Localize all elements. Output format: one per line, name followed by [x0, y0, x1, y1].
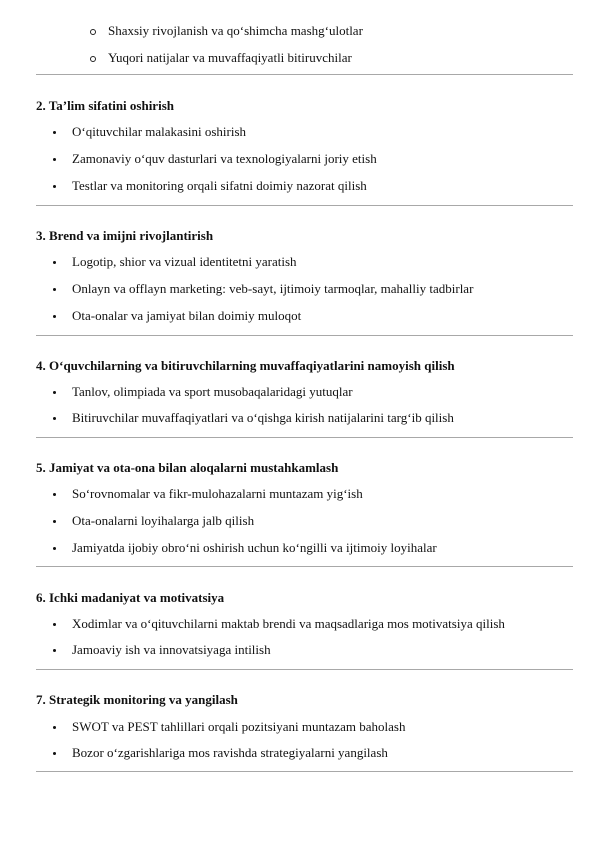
section-heading: 2. Ta’lim sifatini oshirish: [36, 98, 174, 113]
bullet-icon: [53, 261, 56, 264]
bullet-icon: [53, 623, 56, 626]
section-divider: [36, 74, 573, 75]
list-item-text: Testlar va monitoring orqali sifatni doimiy nazorat qilish: [72, 178, 367, 193]
bullet-icon: [53, 315, 56, 318]
bullet-icon: [53, 752, 56, 755]
section-divider: [36, 335, 573, 336]
section-divider: [36, 566, 573, 567]
list-item-text: So‘rovnomalar va fikr-mulohazalarni muntazam yig‘ish: [72, 486, 363, 501]
bullet-icon: [53, 417, 56, 420]
sub-list-item-text: Shaxsiy rivojlanish va qo‘shimcha mashg‘ulotlar: [108, 23, 363, 38]
bullet-icon: [53, 520, 56, 523]
section-heading: 5. Jamiyat va ota-ona bilan aloqalarni mustahkamlash: [36, 460, 339, 475]
list-item-text: Zamonaviy o‘quv dasturlari va texnologiyalarni joriy etish: [72, 151, 377, 166]
list-item-text: O‘qituvchilar malakasini oshirish: [72, 124, 247, 139]
list-item-text: Bozor o‘zgarishlariga mos ravishda strategiyalarni yangilash: [72, 745, 388, 760]
list-item-text: Jamoaviy ish va innovatsiyaga intilish: [72, 642, 271, 657]
bullet-icon: [53, 391, 56, 394]
list-item-text: Ota-onalar va jamiyat bilan doimiy muloqot: [72, 308, 302, 323]
section-divider: [36, 437, 573, 438]
section-divider: [36, 205, 573, 206]
section-heading: 3. Brend va imijni rivojlantirish: [36, 228, 214, 243]
bullet-icon: [53, 493, 56, 496]
bullet-icon: [53, 726, 56, 729]
section-heading: 6. Ichki madaniyat va motivatsiya: [36, 590, 225, 605]
list-item-text: Onlayn va offlayn marketing: veb-sayt, ijtimoiy tarmoqlar, mahalliy tadbirlar: [72, 281, 474, 296]
bullet-icon: [53, 158, 56, 161]
bullet-icon: [53, 547, 56, 550]
circle-bullet-icon: [90, 29, 96, 35]
section-heading: 4. O‘quvchilarning va bitiruvchilarning muvaffaqiyatlarini namoyish qilish: [36, 358, 455, 373]
section-divider: [36, 771, 573, 772]
bullet-icon: [53, 649, 56, 652]
bullet-icon: [53, 131, 56, 134]
list-item-text: Xodimlar va o‘qituvchilarni maktab brendi va maqsadlariga mos motivatsiya qilish: [72, 616, 505, 631]
list-item-text: Tanlov, olimpiada va sport musobaqalaridagi yutuqlar: [72, 384, 353, 399]
bullet-icon: [53, 288, 56, 291]
list-item-text: Ota-onalarni loyihalarga jalb qilish: [72, 513, 255, 528]
sub-list-item-text: Yuqori natijalar va muvaffaqiyatli bitiruvchilar: [108, 50, 352, 65]
list-item-text: Logotip, shior va vizual identitetni yaratish: [72, 254, 297, 269]
circle-bullet-icon: [90, 56, 96, 62]
section-heading: 7. Strategik monitoring va yangilash: [36, 692, 238, 707]
list-item-text: Bitiruvchilar muvaffaqiyatlari va o‘qishga kirish natijalarini targ‘ib qilish: [72, 410, 454, 425]
list-item-text: SWOT va PEST tahlillari orqali pozitsiyani muntazam baholash: [72, 719, 406, 734]
list-item-text: Jamiyatda ijobiy obro‘ni oshirish uchun ko‘ngilli va ijtimoiy loyihalar: [72, 540, 437, 555]
bullet-icon: [53, 185, 56, 188]
section-divider: [36, 669, 573, 670]
